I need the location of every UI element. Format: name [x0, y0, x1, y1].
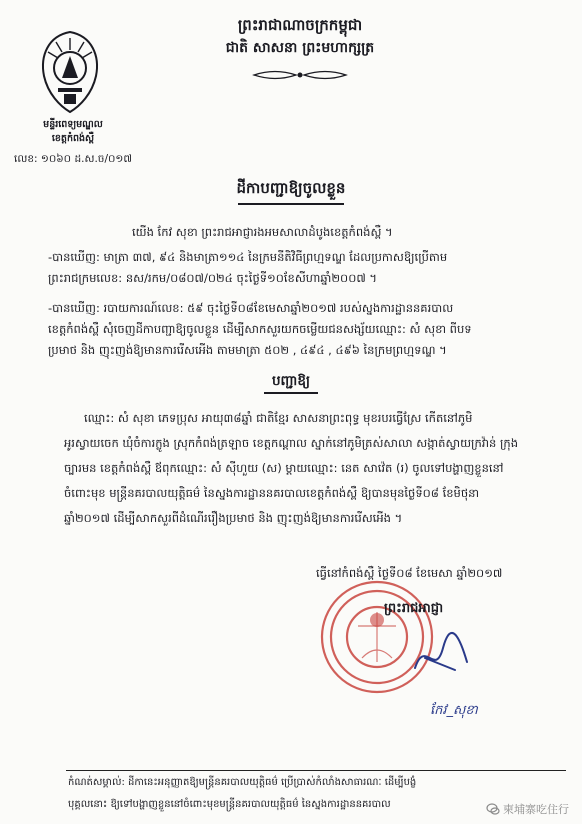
- ministry-name-line2: ខេត្តកំពង់ស្ពឺ: [51, 133, 95, 144]
- watermark: [486, 801, 569, 817]
- kingdom-header: [190, 14, 410, 60]
- signature-icon: [405, 618, 475, 688]
- legal-basis-2-line2: ខេត្តកំពង់ស្ពឺ សុំចេញដីកាបញ្ជាឱ្យចូលខ្លួន ដើម្បីសាកសួរយកចម្លើយជនសង្ស័យឈ្មោះ: សំ សុខា ពីបទ: [48, 322, 472, 336]
- legal-basis-2-line1: -បានឃើញ: របាយការណ៍លេខ: ៥៩ ចុះថ្ងៃទី០៨ខែមេសាឆ្នាំ២០១៧ របស់ស្នងការដ្ឋាននគរបាល: [48, 301, 454, 315]
- national-motto: ជាតិ សាសនា ព្រះមហាក្សត្រ: [225, 40, 375, 56]
- intro-line: យើង កែវ សុខា ព្រះរាជអាជ្ញារងអមសាលាដំបូងខេត្តកំពង់ស្ពឺ ។: [132, 225, 393, 239]
- ministry-emblem-icon: [34, 28, 106, 116]
- order-line-3: ច្បារមន ខេត្តកំពង់ស្ពឺ ឪពុកឈ្មោះ: សំ ស៊ីហួយ (ស) ម្ដាយឈ្មោះ: នេត សាវ៉េត (រ) ចូលទៅបង្ហាញខ្លួននៅ: [64, 461, 504, 475]
- ministry-name: [8, 118, 138, 146]
- order-line-1: ឈ្មោះ: សំ សុខា ភេទប្រុស អាយុ៣៨ឆ្នាំ ជាតិខ្មែរ សាសនាព្រះពុទ្ធ មុខរបរធ្វើស្រែ កើតនៅភូមិ: [84, 411, 473, 425]
- kingdom-name: ព្រះរាជាណាចក្រកម្ពុជា: [237, 16, 363, 34]
- title-underline: [238, 203, 344, 205]
- wechat-icon: [486, 802, 500, 816]
- order-heading: បញ្ជាឱ្យ: [271, 373, 311, 389]
- legal-basis-1-line1: -បានឃើញ: មាត្រា ៣៧, ៩៤ និងមាត្រា១១៤ នៃក្រមនីតិវិធីព្រហ្មទណ្ឌ ដែលប្រកាសឱ្យប្រើតាម: [48, 250, 448, 264]
- order-line-2: អូរស្វាយចេក ឃុំចំការក្លូង ស្រុកកំពង់ត្រឡាច ខេត្តកណ្ដាល ស្នាក់នៅភូមិត្រស់សាលា សង្កាត់ស្វាយក្រវ៉ាន់ ក្រុង: [64, 436, 519, 450]
- order-line-4: ចំពោះមុខ មន្ត្រីនគរបាលយុត្តិធម៌ នៃស្នងការដ្ឋាននគរបាលខេត្តកំពង់ស្ពឺ ឱ្យបានមុនថ្ងៃទី០៨ ខែមិថុនា: [64, 486, 480, 500]
- order-underline: [264, 392, 318, 394]
- ministry-name-line1: មន្ទីរពេទ្យមណ្ឌល: [43, 119, 103, 130]
- watermark-text: 柬埔寨吃住行: [503, 803, 569, 816]
- official-title: ព្រះរាជអាជ្ញា: [384, 601, 444, 616]
- footer-note-line2: បុគ្គលនោះ ឱ្យទៅបង្ហាញខ្លួននៅចំពោះមុខមន្ត្រីនគរបាលយុត្តិធម៌ នៃស្នងការដ្ឋាននគរបាល: [68, 799, 391, 810]
- reference-number: លេខ: ១០៦០ ដ.ស.ច/០១៧: [14, 153, 132, 165]
- ornament-divider-icon: [250, 68, 350, 82]
- signatory-name: កែវ_សុខា: [430, 703, 478, 718]
- footer-note-line1: កំណត់សម្គាល់: ដីកានេះអនុញ្ញាតឱ្យមន្ត្រីនគរបាលយុត្តិធម៌ ប្រើប្រាស់កំលាំងសាធារណៈ ដើម្បីបង្ខំ: [68, 777, 417, 788]
- legal-basis-2-line3: ប្រមាថ និង ញុះញង់ឱ្យមានការរើសអើង តាមមាត្រា ៥០២ , ៤៩៤ , ៤៩៦ នៃក្រមព្រហ្មទណ្ឌ ។: [48, 343, 447, 357]
- document-title: ដីកាបញ្ជាឱ្យចូលខ្លួន: [236, 179, 346, 197]
- order-line-5: ឆ្នាំ២០១៧ ដើម្បីសាកសួរពីដំណើររឿងប្រមាថ និង ញុះញង់ឱ្យមានការរើសអើង ។: [64, 511, 403, 525]
- issue-date: ធ្វើនៅកំពង់ស្ពឺ ថ្ងៃទី០៨ ខែមេសា ឆ្នាំ២០១៧: [316, 566, 503, 580]
- legal-basis-1-line2: ព្រះរាជក្រមលេខ: នស/រកម/០៨០៧/០២៤ ចុះថ្ងៃទី១០ខែសីហាឆ្នាំ២០០៧ ។: [48, 271, 378, 285]
- footer-divider: [66, 770, 566, 771]
